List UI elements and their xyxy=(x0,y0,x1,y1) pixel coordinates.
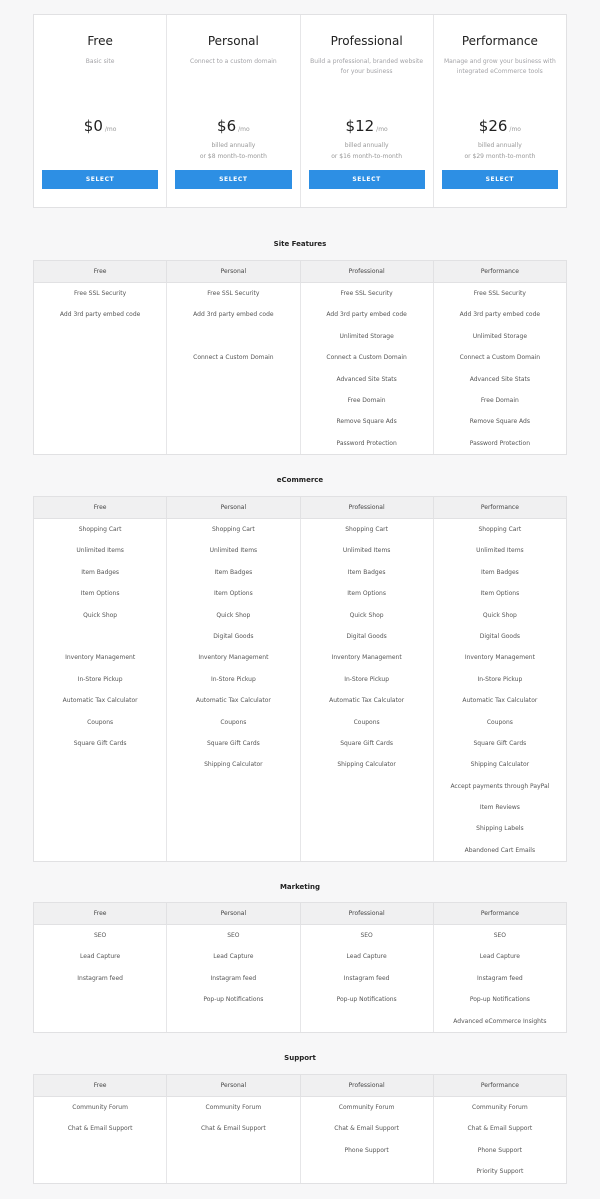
column-header: Performance xyxy=(480,910,519,917)
feature-cell: Phone Support xyxy=(344,1146,389,1154)
feature-cell xyxy=(34,1011,166,1032)
pricing-cards xyxy=(33,14,567,208)
feature-cell: Digital Goods xyxy=(479,632,521,640)
plan-card-performance xyxy=(434,15,566,207)
feature-cell: Coupons xyxy=(220,718,247,726)
feature-cell: Phone Support xyxy=(477,1146,522,1154)
feature-cell: In-Store Pickup xyxy=(77,675,123,683)
feature-cell xyxy=(34,411,166,432)
feature-cell xyxy=(34,818,166,839)
plan-name: Personal xyxy=(207,34,259,48)
feature-cell: Chat & Email Support xyxy=(67,1125,133,1133)
feature-cell: Accept payments through PayPal xyxy=(450,782,550,790)
billing-line: billed annually xyxy=(211,142,256,149)
feature-cell: Unlimited Items xyxy=(476,547,524,555)
feature-cell: Unlimited Storage xyxy=(472,332,528,340)
plan-card-professional xyxy=(301,15,434,207)
feature-cell xyxy=(34,840,166,861)
plan-name: Professional xyxy=(330,34,403,48)
feature-cell xyxy=(34,797,166,818)
plan-column xyxy=(167,283,300,454)
plan-column xyxy=(301,1097,434,1183)
plan-description-line: Connect to a custom domain xyxy=(190,58,277,65)
feature-cell: Instagram feed xyxy=(477,974,523,982)
plan-column xyxy=(434,519,566,861)
feature-cell: Pop-up Notifications xyxy=(203,996,264,1004)
feature-cell: Advanced Site Stats xyxy=(336,375,397,383)
plan-price xyxy=(301,117,433,135)
feature-cell: Digital Goods xyxy=(213,632,254,640)
price-amount: $0 xyxy=(83,117,103,135)
column-header: Professional xyxy=(301,903,434,924)
table-body xyxy=(34,925,566,1032)
feature-cell: Instagram feed xyxy=(343,974,390,982)
feature-cell: Add 3rd party embed code xyxy=(193,311,274,319)
feature-cell: Shopping Cart xyxy=(78,526,122,533)
feature-cell: Instagram feed xyxy=(77,974,123,982)
column-header: Free xyxy=(34,903,167,924)
select-professional-button[interactable]: SELECT xyxy=(309,170,425,189)
feature-cell: Automatic Tax Calculator xyxy=(195,697,271,705)
feature-cell: Remove Square Ads xyxy=(336,418,397,426)
billing-info xyxy=(434,140,566,162)
feature-cell: Quick Shop xyxy=(83,611,118,619)
feature-cell xyxy=(34,776,166,797)
feature-cell: Lead Capture xyxy=(346,953,387,961)
feature-cell: SEO xyxy=(360,932,373,939)
plan-description xyxy=(40,57,160,67)
feature-cell: Community Forum xyxy=(205,1104,262,1111)
feature-cell: Unlimited Items xyxy=(209,547,258,555)
feature-cell: Inventory Management xyxy=(331,654,402,662)
feature-cell: Advanced eCommerce Insights xyxy=(453,1017,547,1025)
feature-cell xyxy=(301,818,433,839)
feature-cell: Inventory Management xyxy=(464,654,535,662)
column-header: Free xyxy=(34,261,167,282)
feature-cell: Item Badges xyxy=(214,568,253,576)
price-amount: $6 xyxy=(217,117,237,135)
feature-cell: Square Gift Cards xyxy=(206,739,260,747)
feature-cell: Free SSL Security xyxy=(74,290,127,297)
plan-price xyxy=(434,117,566,135)
feature-cell: Lead Capture xyxy=(479,953,520,961)
price-period: /mo xyxy=(238,126,250,133)
column-header: Personal xyxy=(167,261,300,282)
column-header: Professional xyxy=(301,497,434,518)
feature-cell: Inventory Management xyxy=(65,654,136,662)
feature-cell: Shipping Labels xyxy=(476,825,524,833)
select-personal-button[interactable]: SELECT xyxy=(175,170,291,189)
column-header: Personal xyxy=(167,903,300,924)
feature-cell xyxy=(34,390,166,411)
plan-description-line: for your business xyxy=(340,68,393,75)
feature-cell: Free Domain xyxy=(480,396,519,404)
feature-cell: Instagram feed xyxy=(210,974,257,982)
feature-cell: Unlimited Items xyxy=(76,547,124,555)
feature-cell xyxy=(34,989,166,1010)
feature-cell: Item Reviews xyxy=(479,804,520,812)
feature-cell: In-Store Pickup xyxy=(344,675,390,683)
plan-description xyxy=(173,57,293,67)
plan-description xyxy=(440,57,560,77)
feature-cell: Item Badges xyxy=(81,568,120,576)
plan-column xyxy=(167,1097,300,1183)
feature-cell: Shipping Calculator xyxy=(337,761,396,769)
feature-cell: Quick Shop xyxy=(482,611,517,619)
plan-column xyxy=(301,925,434,1032)
feature-cell: Shipping Calculator xyxy=(204,761,263,769)
plan-description-line: Manage and grow your business with xyxy=(444,58,556,65)
feature-cell: Priority Support xyxy=(476,1168,524,1176)
table-header xyxy=(34,261,566,283)
plan-description-line: Build a professional, branded website xyxy=(310,58,424,65)
plan-name: Performance xyxy=(461,34,538,48)
feature-cell: Connect a Custom Domain xyxy=(193,354,274,362)
feature-cell: Shipping Calculator xyxy=(470,761,530,769)
feature-cell: Unlimited Storage xyxy=(339,332,394,340)
feature-cell xyxy=(167,840,299,861)
feature-cell: Item Options xyxy=(347,590,386,598)
feature-cell xyxy=(34,1161,166,1182)
feature-cell xyxy=(301,1011,433,1032)
feature-table-site-features xyxy=(33,260,567,455)
plan-column xyxy=(167,519,300,861)
feature-cell: Free SSL Security xyxy=(207,290,260,297)
feature-cell: Free Domain xyxy=(347,396,386,404)
feature-cell: In-Store Pickup xyxy=(477,675,523,683)
feature-cell: Digital Goods xyxy=(346,632,387,640)
column-header: Free xyxy=(34,1075,167,1096)
table-header xyxy=(34,497,566,519)
table-body xyxy=(34,519,566,861)
feature-cell xyxy=(301,776,433,797)
feature-cell: Add 3rd party embed code xyxy=(459,311,541,319)
feature-cell: Chat & Email Support xyxy=(200,1125,266,1133)
feature-cell: Free SSL Security xyxy=(473,290,526,297)
column-header: Personal xyxy=(167,1075,300,1096)
feature-cell xyxy=(167,326,299,347)
feature-cell xyxy=(34,433,166,454)
feature-cell xyxy=(34,1140,166,1161)
column-header: Performance xyxy=(480,1082,519,1089)
billing-line: or $29 month-to-month xyxy=(464,153,536,160)
feature-cell xyxy=(167,390,299,411)
feature-table-support xyxy=(33,1074,567,1184)
feature-cell xyxy=(167,433,299,454)
feature-cell: Square Gift Cards xyxy=(73,739,127,747)
plan-column xyxy=(434,1097,566,1183)
feature-cell: Coupons xyxy=(87,718,114,726)
section-title-ecommerce: eCommerce xyxy=(276,476,324,484)
feature-cell: Add 3rd party embed code xyxy=(59,311,141,319)
feature-cell: Square Gift Cards xyxy=(473,739,527,747)
price-period: /mo xyxy=(104,126,117,133)
select-free-button[interactable]: SELECT xyxy=(42,170,158,189)
price-period: /mo xyxy=(376,126,388,133)
feature-cell: Lead Capture xyxy=(213,953,254,961)
feature-cell xyxy=(167,797,299,818)
feature-cell: Advanced Site Stats xyxy=(469,375,531,383)
column-header: Performance xyxy=(480,268,519,275)
plan-column xyxy=(34,283,167,454)
plan-description-line: integrated eCommerce tools xyxy=(456,68,543,75)
feature-cell: Square Gift Cards xyxy=(340,739,394,747)
feature-cell: Add 3rd party embed code xyxy=(326,311,407,319)
column-header: Performance xyxy=(480,504,519,511)
feature-cell: SEO xyxy=(227,932,240,939)
billing-line: or $16 month-to-month xyxy=(331,153,403,160)
feature-cell: Remove Square Ads xyxy=(469,418,530,426)
feature-cell: Automatic Tax Calculator xyxy=(62,697,138,705)
plan-name: Free xyxy=(87,34,113,48)
feature-cell xyxy=(301,840,433,861)
feature-cell: Chat & Email Support xyxy=(467,1125,533,1133)
feature-cell: Quick Shop xyxy=(216,611,251,619)
table-header xyxy=(34,903,566,925)
plan-column xyxy=(301,283,434,454)
plan-column xyxy=(34,925,167,1032)
feature-cell: Password Protection xyxy=(336,439,397,447)
billing-line: billed annually xyxy=(344,142,389,149)
feature-cell: Item Options xyxy=(480,590,520,598)
feature-cell xyxy=(167,411,299,432)
billing-info xyxy=(301,140,433,162)
feature-cell: SEO xyxy=(93,932,107,939)
feature-cell: Pop-up Notifications xyxy=(469,996,530,1004)
table-body xyxy=(34,1097,566,1183)
feature-cell xyxy=(301,797,433,818)
feature-cell: Chat & Email Support xyxy=(334,1125,400,1133)
feature-cell xyxy=(167,1011,299,1032)
feature-cell: Abandoned Cart Emails xyxy=(464,846,536,854)
price-amount: $12 xyxy=(345,117,375,135)
feature-cell: Item Options xyxy=(80,590,120,598)
feature-cell: Password Protection xyxy=(469,439,531,447)
feature-cell: Item Badges xyxy=(480,568,519,576)
feature-cell: Pop-up Notifications xyxy=(336,996,397,1004)
feature-table-ecommerce xyxy=(33,496,567,862)
feature-cell: Item Options xyxy=(214,590,253,598)
feature-cell: Connect a Custom Domain xyxy=(326,354,407,362)
feature-cell: Coupons xyxy=(486,718,513,726)
feature-cell xyxy=(34,754,166,775)
feature-cell: Free SSL Security xyxy=(340,290,393,297)
plan-description xyxy=(307,57,427,77)
price-period: /mo xyxy=(509,126,521,133)
feature-cell: Item Badges xyxy=(347,568,386,576)
feature-cell: Inventory Management xyxy=(198,654,269,662)
feature-cell: Shopping Cart xyxy=(211,526,255,533)
plan-column xyxy=(34,1097,167,1183)
plan-column xyxy=(434,925,566,1032)
feature-cell xyxy=(167,1161,299,1182)
plan-card-personal xyxy=(167,15,300,207)
feature-cell: Lead Capture xyxy=(80,953,121,961)
column-header: Free xyxy=(34,497,167,518)
select-performance-button[interactable]: SELECT xyxy=(442,170,558,189)
plan-card-free xyxy=(34,15,167,207)
feature-cell xyxy=(34,347,166,368)
feature-cell: Community Forum xyxy=(72,1104,128,1111)
column-header: Professional xyxy=(301,1075,434,1096)
price-amount: $26 xyxy=(478,117,508,135)
feature-cell: Shopping Cart xyxy=(345,526,389,533)
plan-description-line: Basic site xyxy=(85,58,115,65)
feature-cell xyxy=(167,369,299,390)
billing-info xyxy=(167,140,299,162)
feature-cell xyxy=(34,369,166,390)
feature-cell: Automatic Tax Calculator xyxy=(462,697,538,705)
feature-cell: Automatic Tax Calculator xyxy=(329,697,405,705)
plan-column xyxy=(434,283,566,454)
plan-price xyxy=(34,117,166,135)
feature-cell xyxy=(167,1140,299,1161)
plan-column xyxy=(301,519,434,861)
column-header: Personal xyxy=(167,497,300,518)
plan-column xyxy=(167,925,300,1032)
billing-line: or $8 month-to-month xyxy=(199,153,267,160)
table-body xyxy=(34,283,566,454)
feature-cell xyxy=(301,1161,433,1182)
feature-cell: SEO xyxy=(493,932,507,939)
table-header xyxy=(34,1075,566,1097)
feature-cell: Quick Shop xyxy=(349,611,384,619)
feature-cell: Community Forum xyxy=(472,1104,528,1111)
billing-line: billed annually xyxy=(477,142,522,149)
plan-column xyxy=(34,519,167,861)
feature-table-marketing xyxy=(33,902,567,1033)
feature-cell: Unlimited Items xyxy=(342,547,391,555)
feature-cell xyxy=(34,326,166,347)
feature-cell: Community Forum xyxy=(338,1104,395,1111)
feature-cell xyxy=(167,818,299,839)
section-title-site-features: Site Features xyxy=(273,240,327,248)
section-title-support: Support xyxy=(284,1054,316,1062)
feature-cell xyxy=(34,626,166,647)
plan-price xyxy=(167,117,299,135)
feature-cell xyxy=(167,776,299,797)
column-header: Professional xyxy=(301,261,434,282)
feature-cell: Shopping Cart xyxy=(478,526,522,533)
feature-cell: Coupons xyxy=(353,718,380,726)
feature-cell: Connect a Custom Domain xyxy=(459,354,541,362)
feature-cell: In-Store Pickup xyxy=(210,675,256,683)
section-title-marketing: Marketing xyxy=(279,883,321,891)
